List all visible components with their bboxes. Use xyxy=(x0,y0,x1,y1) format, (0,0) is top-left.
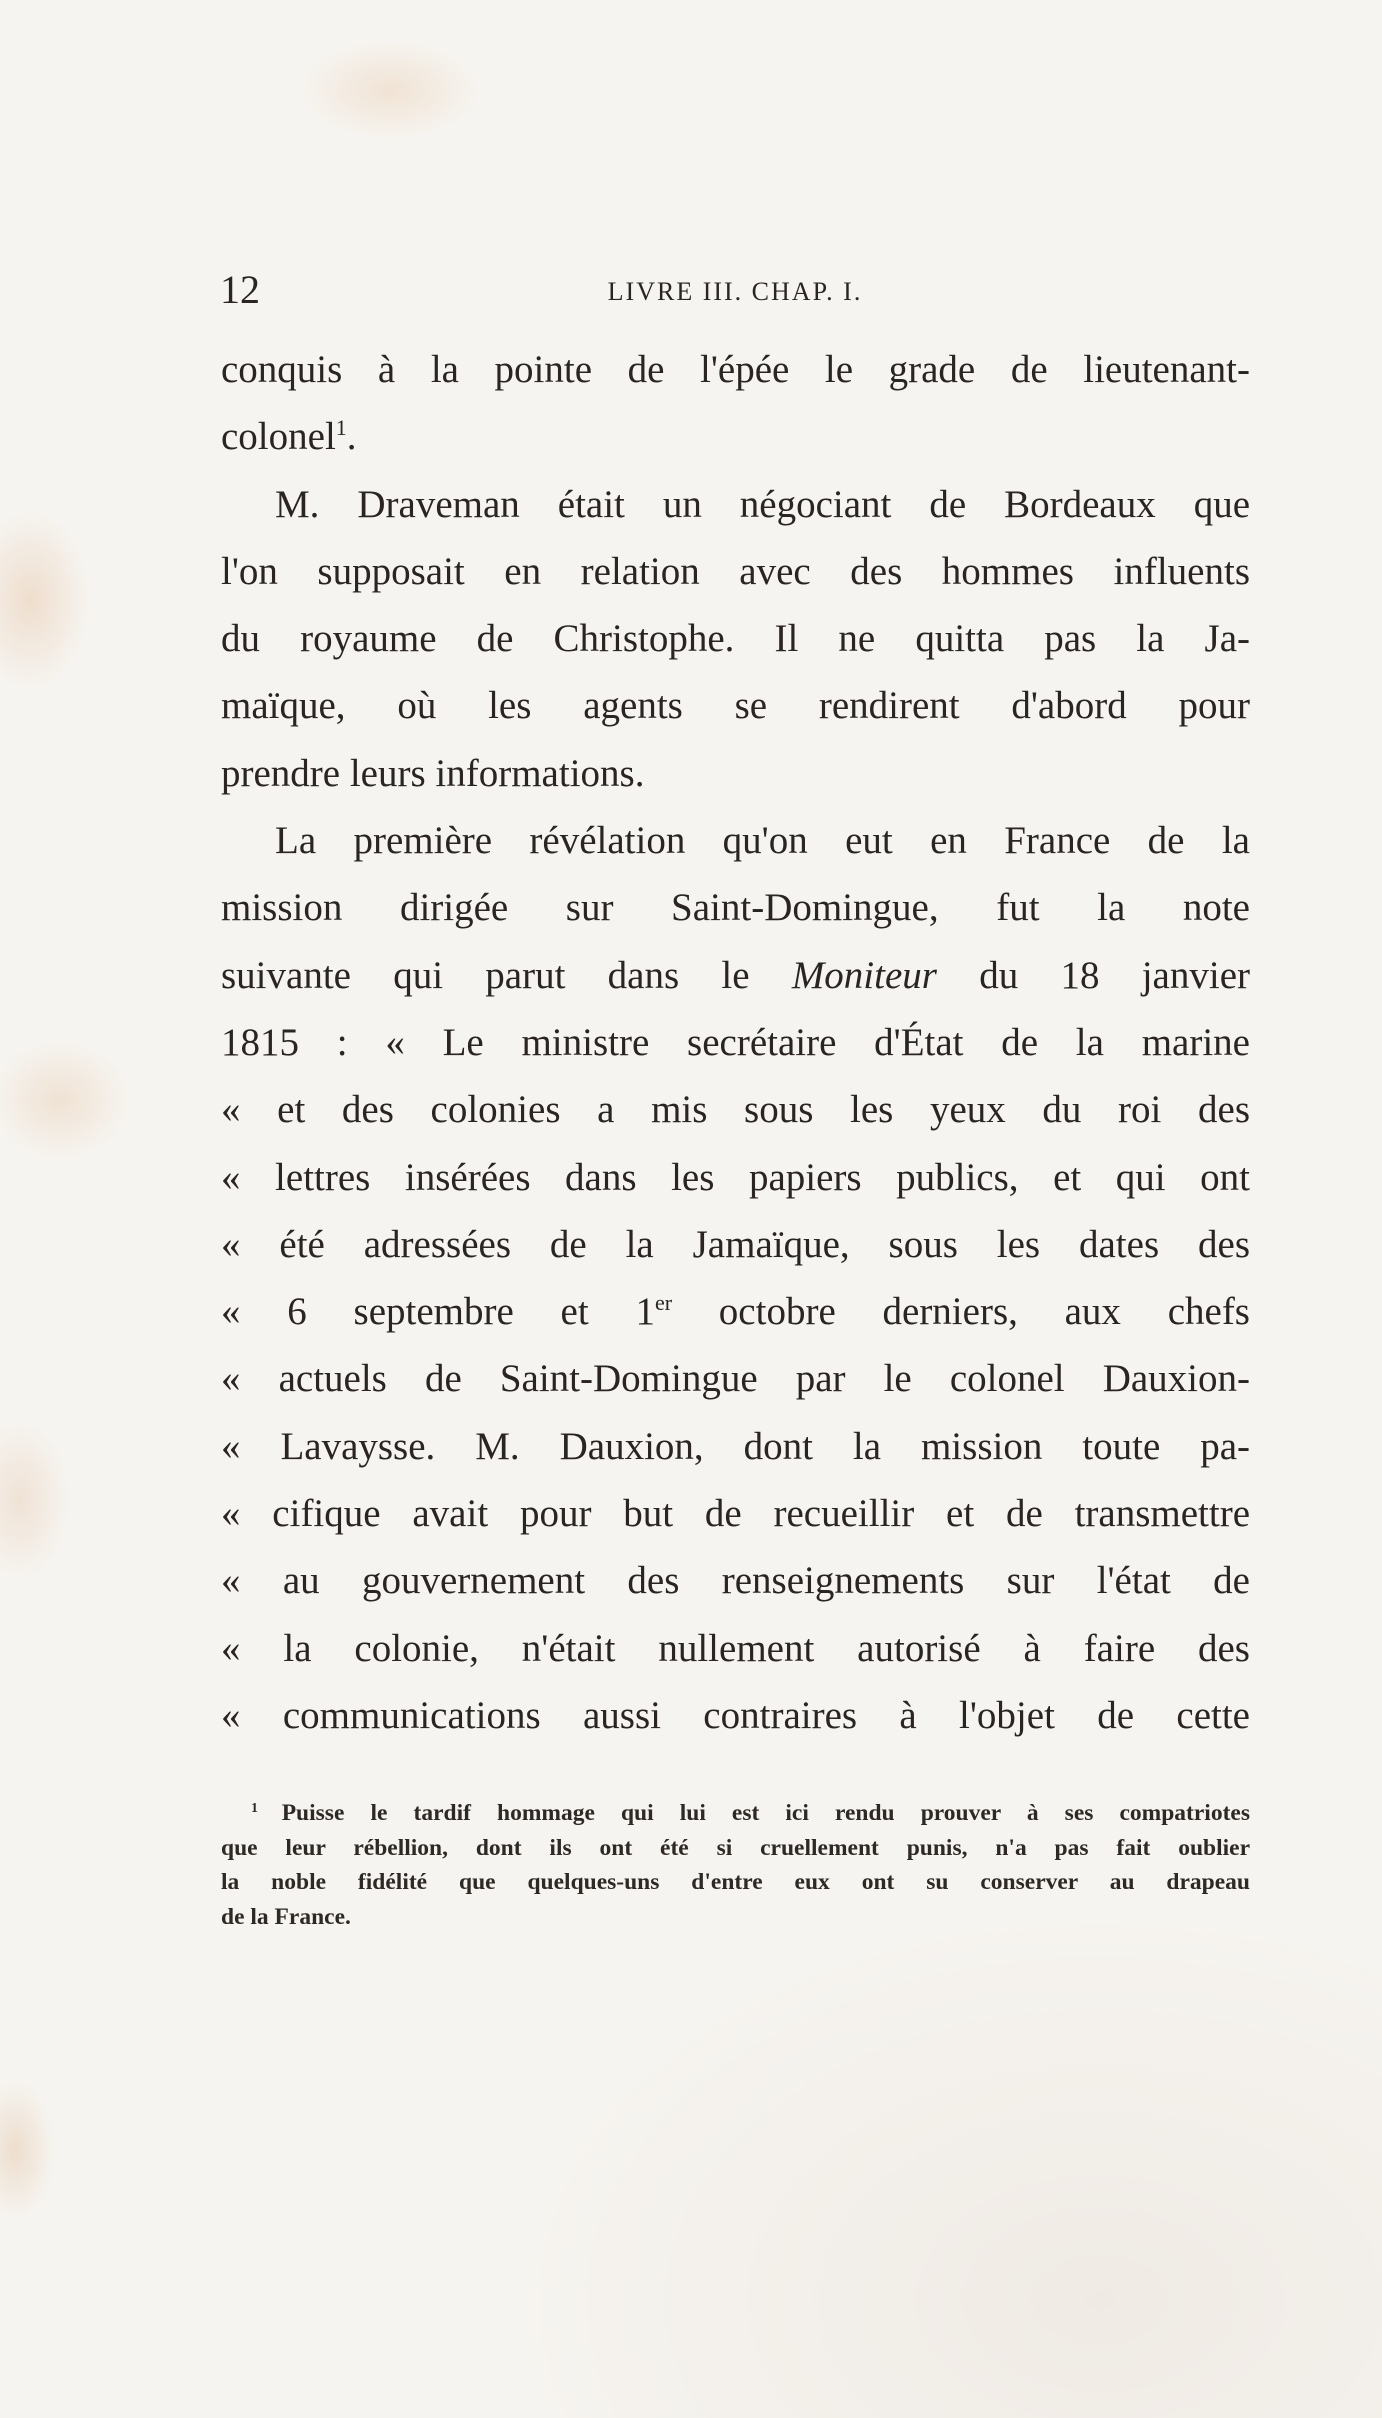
text-segment: « communications aussi contraires à l'objet de cette xyxy=(221,1693,1250,1737)
text-segment: conquis à la pointe de l'épée le grade de lieutenant- xyxy=(221,348,1250,391)
superscript: 1 xyxy=(335,415,347,441)
text-segment: « au gouvernement des renseignements sur l'état de xyxy=(221,1559,1250,1603)
text-line xyxy=(221,1480,1250,1547)
text-line xyxy=(221,1413,1250,1480)
text-line xyxy=(221,807,1250,874)
text-segment: du royaume de Christophe. Il ne quitta pas la Ja- xyxy=(221,617,1250,661)
text-line xyxy=(221,1009,1250,1076)
text-segment: . xyxy=(346,415,357,459)
footnote-text: que leur rébellion, dont ils ont été si cruellement punis, n'a pas fait oublier xyxy=(221,1834,1250,1861)
text-segment: « Lavaysse. M. Dauxion, dont la mission toute pa- xyxy=(221,1424,1250,1468)
text-line xyxy=(221,336,1250,403)
text-segment: « la colonie, n'était nullement autorisé à faire des xyxy=(221,1626,1250,1670)
text-line xyxy=(221,740,1250,807)
text-segment: l'on supposait en relation avec des hommes influents xyxy=(221,549,1250,593)
text-line xyxy=(221,1278,1250,1345)
text-segment: du 18 janvier xyxy=(936,953,1250,997)
text-segment: La première révélation qu'on eut en France de la xyxy=(275,819,1250,863)
text-segment: « 6 septembre et 1 xyxy=(221,1290,655,1334)
text-segment: « été adressées de la Jamaïque, sous les dates des xyxy=(221,1222,1250,1266)
text-line xyxy=(221,1345,1250,1412)
text-segment: 1815 : « Le ministre secrétaire d'État de la marine xyxy=(221,1020,1250,1064)
text-segment: « lettres insérées dans les papiers publics, et qui ont xyxy=(221,1155,1250,1199)
footnote-line xyxy=(221,1900,1250,1935)
text-line xyxy=(221,1615,1250,1682)
footnote-text: Puisse le tardif hommage qui lui est ici rendu prouver à ses compatriotes xyxy=(281,1800,1250,1826)
text-segment: prendre leurs informations. xyxy=(221,751,645,795)
text-line xyxy=(221,1144,1250,1211)
text-line xyxy=(221,605,1250,672)
text-segment: « actuels de Saint-Domingue par le colonel Dauxion- xyxy=(221,1357,1250,1401)
page-number: 12 xyxy=(220,267,260,312)
text-segment: M. Draveman était un négociant de Bordeaux que xyxy=(275,482,1250,526)
body-text xyxy=(221,336,1250,1749)
footnote-marker: 1 xyxy=(251,1801,282,1816)
text-line xyxy=(221,1211,1250,1278)
footnote-text: de la France. xyxy=(221,1903,351,1930)
text-segment: colonel xyxy=(221,415,336,459)
footnote-line xyxy=(221,1796,1250,1831)
italic-text: Moniteur xyxy=(791,953,937,997)
text-segment: « cifique avait pour but de recueillir et de transmettre xyxy=(221,1492,1250,1536)
footnote-line xyxy=(221,1865,1250,1900)
text-line xyxy=(221,1682,1250,1749)
text-segment: mission dirigée sur Saint-Domingue, fut la note xyxy=(221,886,1250,930)
text-line xyxy=(221,672,1250,739)
page-header xyxy=(220,268,1250,312)
running-title: LIVRE III. CHAP. I. xyxy=(607,277,863,306)
text-line xyxy=(221,471,1250,538)
text-line xyxy=(221,874,1250,941)
footnote-line xyxy=(221,1831,1250,1866)
text-segment: octobre derniers, aux chefs xyxy=(672,1290,1250,1334)
footnote-text: la noble fidélité que quelques-uns d'entre eux ont su conserver au drapeau xyxy=(221,1869,1250,1896)
text-segment: « et des colonies a mis sous les yeux du roi des xyxy=(221,1088,1250,1132)
footnotes xyxy=(221,1796,1250,1934)
text-line xyxy=(221,1547,1250,1614)
text-line xyxy=(221,942,1250,1009)
text-line xyxy=(221,403,1250,470)
text-segment: maïque, où les agents se rendirent d'abord pour xyxy=(221,684,1250,728)
text-segment: suivante qui parut dans le xyxy=(221,953,792,997)
text-line xyxy=(221,538,1250,605)
superscript: er xyxy=(654,1290,673,1316)
text-line xyxy=(221,1076,1250,1143)
